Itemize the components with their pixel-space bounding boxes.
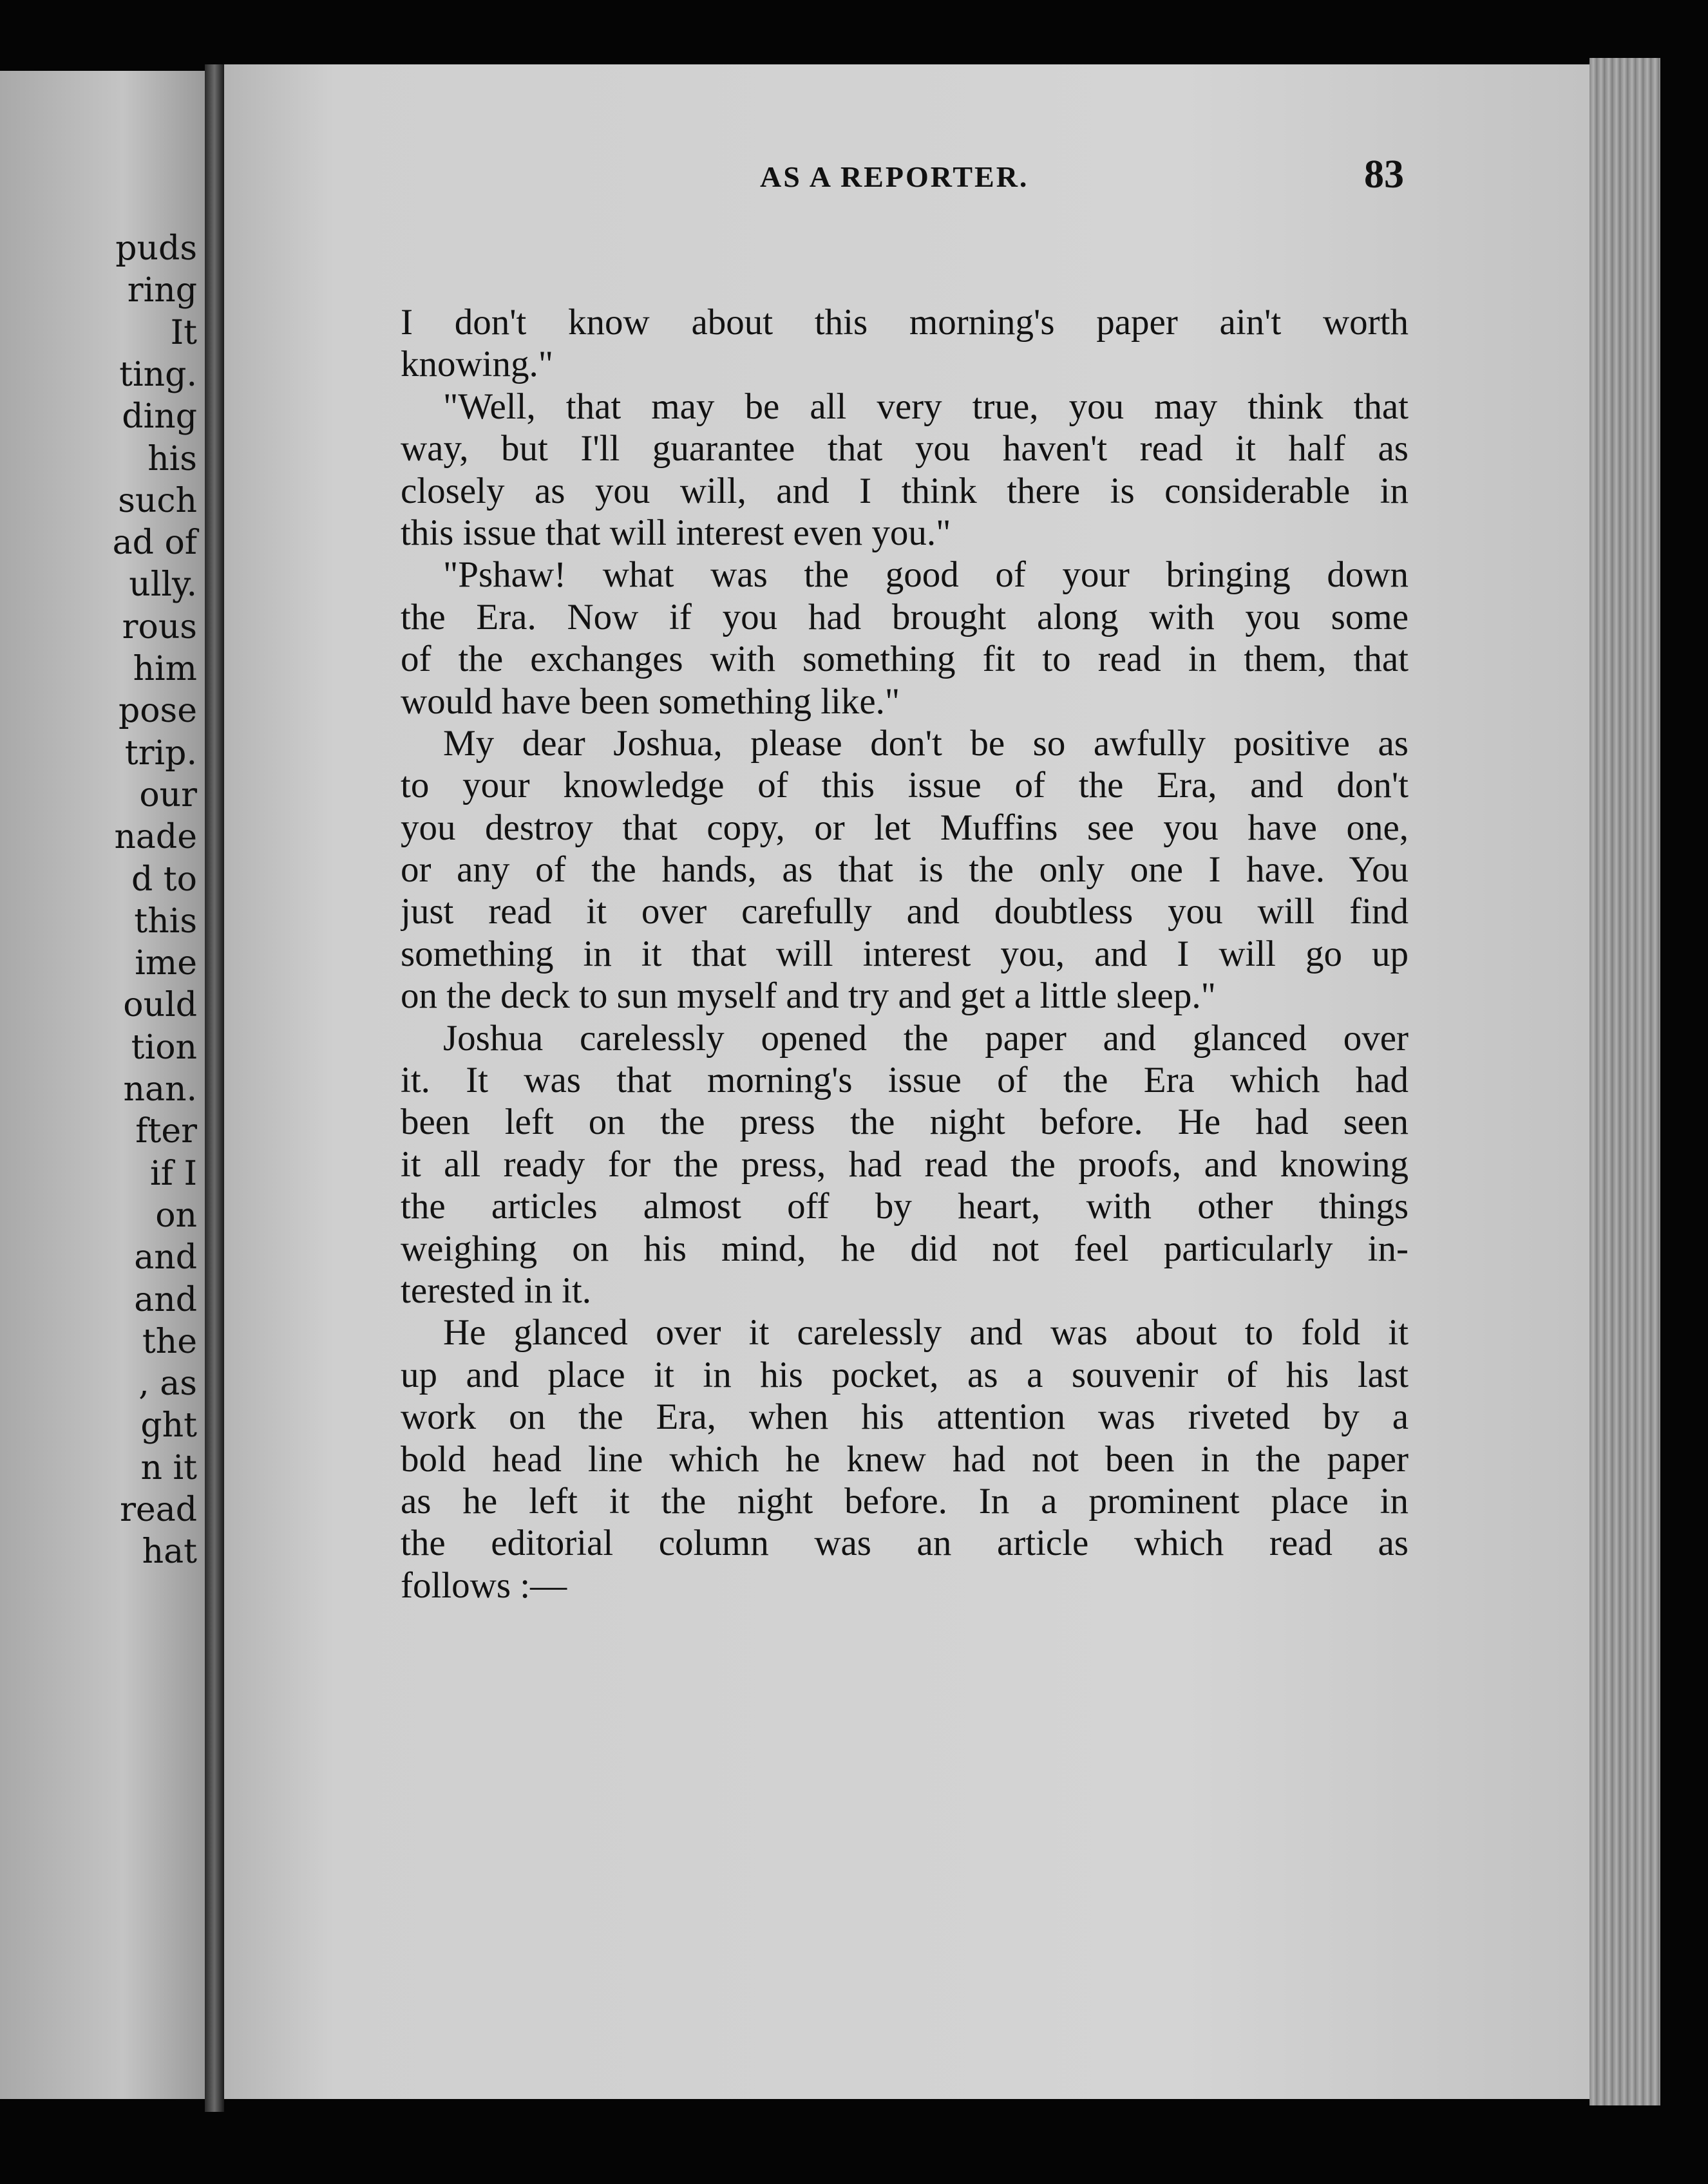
left-page-text-fragment: ad of	[112, 523, 197, 563]
text-line: terested in it.	[401, 1270, 591, 1311]
text-line: this issue that will interest even you."	[401, 512, 951, 553]
text-line: bold head line which he knew had not been in the paper	[401, 1438, 1409, 1480]
running-head: AS A REPORTER.	[760, 160, 1029, 193]
book-gutter	[205, 64, 224, 2112]
left-page-text-fragment: if I	[150, 1154, 197, 1193]
left-page-text-fragment: puds	[115, 229, 197, 268]
text-line: I don't know about this morning's paper ain't worth	[401, 302, 1409, 343]
text-line: it. It was that morning's issue of the Era which had	[401, 1060, 1409, 1101]
text-line: on the deck to sun myself and try and get a little sleep."	[401, 975, 1216, 1017]
left-page-text-fragment: ring	[127, 271, 197, 310]
left-page-text-fragment: ting.	[119, 355, 197, 394]
left-page-text-fragment: ding	[122, 397, 197, 437]
left-page-text-fragment: trip.	[124, 733, 197, 773]
left-page-text-fragment: him	[133, 650, 197, 688]
left-page-text-fragment: and	[134, 1280, 197, 1319]
body-text	[401, 301, 1409, 1606]
left-page-fragment	[0, 71, 205, 2099]
left-page-text-fragment: , as	[138, 1364, 197, 1404]
text-line: as he left it the night before. In a prominent place in	[401, 1480, 1409, 1521]
left-page-text-fragment: pose	[118, 692, 197, 731]
text-line: of the exchanges with something fit to read in them, that	[401, 639, 1409, 680]
left-page-text-fragment: ime	[135, 944, 197, 983]
text-line: He glanced over it carelessly and was about to fold it	[443, 1312, 1409, 1353]
text-line: follows :—	[401, 1565, 567, 1606]
text-line: the editorial column was an article which read as	[401, 1523, 1409, 1564]
text-line: would have been something like."	[401, 681, 900, 722]
left-page-text-fragment: the	[142, 1322, 197, 1361]
text-line: something in it that will interest you, and I will go up	[401, 933, 1409, 974]
left-page-text-fragment: n it	[140, 1448, 197, 1487]
text-line: My dear Joshua, please don't be so awfully positive as	[443, 722, 1409, 764]
text-line: up and place it in his pocket, as a souvenir of his last	[401, 1354, 1409, 1395]
left-page-text-fragment: such	[118, 481, 197, 520]
left-page-text-fragment: hat	[142, 1532, 197, 1572]
left-page-text-fragment: ght	[140, 1406, 197, 1445]
left-page-text-fragment: ould	[123, 986, 197, 1025]
left-page-text-fragment: ully.	[129, 565, 197, 605]
text-line: "Pshaw! what was the good of your bringing down	[443, 554, 1409, 596]
left-page-text-fragment: our	[139, 775, 197, 814]
text-line: knowing."	[401, 344, 554, 385]
text-line: to your knowledge of this issue of the Era, and don't	[401, 765, 1409, 806]
left-page-text-fragment: fter	[135, 1112, 197, 1151]
page-number: 83	[1364, 153, 1404, 196]
left-page-text-fragment: on	[155, 1196, 197, 1235]
text-line: you destroy that copy, or let Muffins see you have one,	[401, 807, 1409, 848]
left-page-text-fragment: his	[147, 439, 197, 478]
left-page-text-fragment: this	[134, 901, 197, 941]
text-line: it all ready for the press, had read the proofs, and knowing	[401, 1144, 1409, 1185]
left-page-text-fragment: It	[170, 313, 197, 352]
text-line: the Era. Now if you had brought along with you some	[401, 596, 1409, 637]
left-page-text-fragment: d to	[131, 860, 197, 899]
text-line: the articles almost off by heart, with other things	[401, 1186, 1409, 1227]
text-line: closely as you will, and I think there is considerable in	[401, 470, 1409, 511]
left-page-text-fragment: rous	[122, 607, 197, 646]
text-line: or any of the hands, as that is the only one I have. You	[401, 849, 1409, 890]
left-page-text-fragment: and	[134, 1238, 197, 1277]
text-line: just read it over carefully and doubtless you will find	[401, 891, 1409, 932]
left-page-text-fragment: nan.	[123, 1070, 197, 1109]
text-line: work on the Era, when his attention was riveted by a	[401, 1397, 1409, 1438]
left-page-text-fragment: read	[120, 1491, 197, 1529]
text-line: way, but I'll guarantee that you haven't read it half as	[401, 428, 1409, 469]
text-line: weighing on his mind, he did not feel particularly in-	[401, 1228, 1409, 1269]
left-page-text-fragment: nade	[114, 818, 197, 857]
text-line: "Well, that may be all very true, you may think that	[443, 386, 1409, 427]
text-line: Joshua carelessly opened the paper and glanced over	[443, 1017, 1409, 1059]
text-line: been left on the press the night before. He had seen	[401, 1102, 1409, 1143]
left-page-text-fragment: tion	[131, 1028, 197, 1067]
page-edges	[1589, 58, 1660, 2105]
